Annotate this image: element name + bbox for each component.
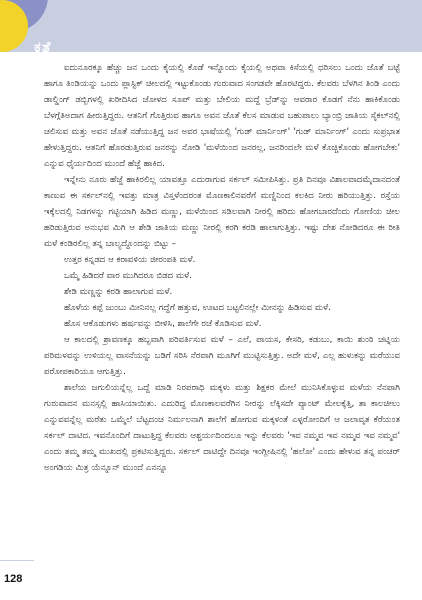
page-number: 128 bbox=[4, 573, 23, 585]
section-title: ಕತೆ bbox=[34, 38, 52, 56]
paragraph: ಹೊಸ ಆಕೊಡುಗಳು ಹರ್ಷವನ್ನು ಬೀಳಿಸಿ, ಶಾಲೆಗೇ ರಜೆ ಕೊಡಿಸುವ ಮಳೆ. bbox=[64, 319, 262, 329]
paragraph: ಶಾಲೆಯ ಜಗುಲಿಯನ್ನೆಲ್ಲ ಒದ್ದೆ ಮಾಡಿ ನಿರಪರಾಧಿ ಮಕ್ಕಳು ಮತ್ತು ಶಿಕ್ಷಕರ ಮೇಲೆ ಮುನಿಸಿಕೊಳ್ಳುವ ಮಳೆಯ ನೆನಪಾಗಿ ಗುರುವಾದನ ಮನಸ್ಸಲ್ಲಿ ಹಾಸಿಯಾಯಿತು. ಎದುರಿದ್ದ ಮೊಣಕಾಲವರೆಗಿನ ನೀರನ್ನು ಲೆಕ್ಕಿಸದೇ ಪ್ಯಾಂಟ್ ಮೇಲಕ್ಕೆತ್ತಿ, ತಾ ಕಾಲಚೀಲು ಎನ್ನುವವನ್ನೆಲ್ಲ ಮರೆತು ಒಮ್ಮೆಲೆ ಬೆಟ್ಟದಂಚ ನಿರ್ಮಲನಾಗಿ ಶಾಲೆಗೆ ಹೋಗುವ ಮಕ್ಕಳಂತೆ ಎಳ್ಳರೋಂದಿಗೆ ಆ ಜಲಾವೃತ ಕೆರೆಯಂತ ಸರ್ಕಲ್ ದಾಟಿದ. ಇವನೊಂದಿಗೆ ದಾಟುತ್ತಿದ್ದ ಕೆಲವರು ಆಶ್ಚರ್ಯದಿಂದಲೂ ಇನ್ನು ಕೆಲವರು 'ಇವ ನಮ್ಮವ ಇವ ನಮ್ಮವ ಇವ ನಮ್ಮವ' ಎಂದು ತಮ್ಮ ತಮ್ಮ ಮುಖದಲ್ಲಿ ಪ್ರಕಟಿಸುತ್ತಿದ್ದರು. ಸರ್ಕಲ್ ದಾಟಿದ್ದೇ ದಿನವೂ ಇಂಗ್ಲೀಷಿನಲ್ಲಿ 'ಹಲೋ' ಎಂದು ಹೇಳುವ ತನ್ನ ಪಂಚರ್ ಅಂಗಡಿಯ ಮಿತ್ರ ಯೆನ್ನೂನ್ ಮುಂದೆ ಎನನ್ನೂ bbox=[44, 383, 400, 473]
poem-line: ಶೇಡಿ ಮಣ್ಣನ್ನು ಕರಡಿ ಹಾಲಾಗುವ ಮಳೆ. bbox=[64, 287, 173, 297]
header-band bbox=[0, 0, 422, 52]
paragraph: ಇನ್ನೇನು ನೂರು ಹೆಜ್ಜೆ ಹಾಕಿರಲಿಲ್ಲ ಯಾವತ್ತೂ ಎದುರಾಗುವ ಸರ್ಕಲ್ ಸಮೀಪಿಸಿತ್ತು. ಪ್ರತಿ ದಿನವೂ ವಿಶಾಲವಾದಮೈದಾನದಂತೆ ಕಾಣುವ ಈ ಸರ್ಕಲ್‌ನಲ್ಲಿ ಇವತ್ತು ಮಾತ್ರ ವಿಸ್ತಳೆಂದರಂತ ಮೊಣಕಾಲಿನವರೆಗೆ ಮಣ್ಣಿನಿಂದ ಕಲಕಿದ ನೀರು ಹರಿಯುತ್ತಿತ್ತು. ರಸ್ತೆಯ ಇಕ್ಕೆಲದಲ್ಲಿ ನಿಡಗಳನ್ನು ಗಟ್ಟಿಯಾಗಿ ಹಿಡಿದ ಮಣ್ಣು, ಮಳೆಯಿಂದ ಸಡಿಲವಾಗಿ ನೀರಲ್ಲಿ ಹರಿದು ಹೋಗಬಾರದೆಂದು ಗೋಣಿಯ ಚೀಲ ಹರಿಡುತ್ತಿರುವ ಅನುಭವ ಮಿಗಿ ಆ ಶೇಡಿ ಜಾತಿಯ ಮಣ್ಣು ನೀರಲ್ಲಿ ಕರಗಿ ಕರಡಿ ಹಾಲಾಗುತ್ತಿತ್ತು. ಇಷ್ಟು ದೇಶ ನೋಡಿದರೂ ಈ ರೀತಿ ಮಳೆ ಕಂಡಿರಲಿಲ್ಲ ತನ್ನ ಬಾಲ್ಯದ್ದೊಂದನ್ನು ಬಿಟ್ಟು – bbox=[44, 175, 400, 249]
story-text bbox=[44, 60, 400, 476]
margin-rule bbox=[0, 560, 34, 561]
paragraph: ಆ ಕಾಲದಲ್ಲಿ ಶ್ರಾವಣಕ್ಕೂ ಹಬ್ಬವಾಗಿ ಪರಿವರ್ತಿಸುವ ಮಳೆ – ಎಲೆ, ಪಾಯಸ, ಕೇಸರಿ, ಕಡುಬು, ಕಾಯಿ ಶುಂಠಿ ಚಟ್ನಿಯ ಪರಿಮಳವನ್ನು ಉಳಿಯಲ್ಲ ವಾಸನೆಯನ್ನು ಬಡಿಗೆ ಸರಿಸಿ ನೆರವಾಗಿ ಮೂಗಿಗೆ ಮುಟ್ಟಿಸುತ್ತಿತ್ತು. ಅದೇ ಮಳೆ, ಎಲ್ಲ ಹುಳುಕನ್ನು ಮರೆಯುವ ಪರೋಪಕಾರಿಯೂ ಆಗುತ್ತಿತ್ತು. bbox=[44, 335, 400, 377]
poem-line: ಒಮ್ಮೆ ಹಿಡಿದರೆ ವಾರ ಮುಗಿದರೂ ಬಿಡದ ಮಳೆ. bbox=[64, 271, 192, 281]
paragraph: ಐದುನೂರಕ್ಕೂ ಹೆಚ್ಚು ಜನ ಒಂದು ಕೈಯಲ್ಲಿ ಕೊಡೆ ಇನ್ನೊಂದು ಕೈಯಲ್ಲಿ ಅಥವಾ ಕಿಸೆಯಲ್ಲಿ ಧರಿಸಲು ಒಂದು ಜೊತೆ ಬಟ್ಟೆ ಹಾಗೂ ತಿಂಡಿಯನ್ನು ಒಂದು ಪ್ಲಾಸ್ಟಿಕ್ ಚೀಲದಲ್ಲಿ ಇಟ್ಟುಕೊಂಡು ಗುರುವಾದ ಸಂಗಡವೇ ಹೊರಟಿದ್ದರು. ಕೆಲವರು ಬೆಳಗಿನ ತಿಂಡಿ ಎಂದು ಡಾಲ್ಡಿಂಗ್ ಡಬ್ಬಿಗಳಲ್ಲಿ ಖರೀದಿಸಿದ ಜೋಳದ ಸೂಪ್ ಮತ್ತು ಬೇಲಿಯ ಮದ್ದೆ ಬ್ರೆಡ್‌ನ್ನು ಆವರಾರ ಕೊಡಗೆ ನೆನು ಹಾಕಿಕೊಂಡು ಬೆಳಗ್ಗೆತಿಅದಾಗ ಹೀರುತ್ತಿದ್ದರು. ಆತನಿಗೆ ಗೊತ್ತಿರುವ ಹಾಗೂ ಅವನ ಜೊತೆ ಕೆಲಸ ಮಾಡುವ ಬಹುಪಾಲು ಬ್ಯಾಂಬ್ರಿ ಜಾತಿಯ ಸೈಕಲ್‌ನಲ್ಲಿ ಚಲಿಸುವ ಮತ್ತು ಅವನ ಜೊತೆ ನಡೆಯುತ್ತಿದ್ದ ಜನ ಅವರ ಭಾಷೆಯಲ್ಲಿ 'ಗುಡ್ ಮಾರ್ನಿಂಗ್' 'ಗುಡ್ ಮಾರ್ನಿಂಗ್' ಎಂದು ಸುಪ್ರಭಾತ ಹೇಳುತ್ತಿದ್ದರು. ಆತನಿಗೆ ಹೊರಡುತ್ತಿರುವ ಜನರನ್ನು ನೋಡಿ 'ಮಳೆಯಿಂದ ಜನರಲ್ಲ, ಜನರಿಂದಲೇ ಮಳೆ ಕೊಚ್ಚಿಕೊಂಡು ಹೋಗಬೇಕು' ಎನ್ನುವ ಧೈರ್ಯದಿಂದ ಮುಂದೆ ಹೆಜ್ಜೆ ಹಾಕಿದ. bbox=[44, 63, 400, 169]
paragraph: ಹೊಳೆಯ ಕಪ್ಪೆ ಜುಂಬು ಮೀನಿನಲ್ಲ ಗದ್ದೆಗೆ ಹತ್ತುವ, ಊಟದ ಬಟ್ಟಲಿನಲ್ಲೇ ಮೀನನ್ನು ಹಿಡಿಸುವ ಮಳೆ. bbox=[64, 303, 331, 313]
poem-line: ಉತ್ತರ ಕನ್ನಡದ ಆ ಕರಾವಳಿಯ ಜೀರಂಪತಿ ಮಳೆ. bbox=[64, 255, 196, 265]
